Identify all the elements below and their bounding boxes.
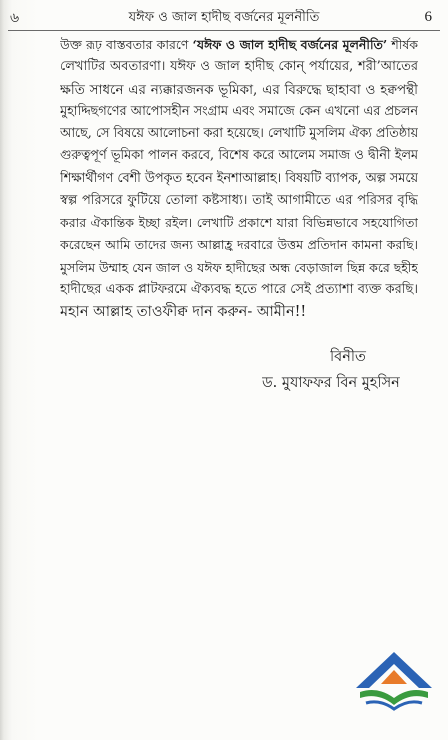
text-line-1 [60,34,418,56]
text-line-5: আছে, সে বিষয়ে আলোচনা করা হয়েছে। লেখাটি মুসলিম ঐক্য প্রতিষ্ঠায় [60,126,418,141]
text-line-4: মুহাদ্দিছগণের আপোসহীন সংগ্রাম এবং সমাজে কেন এখনো এর প্রচলন [60,103,418,119]
page-number-bengali: ৬ [10,10,20,26]
text-line-6: গুরুত্বপূর্ণ ভূমিকা পালন করবে, বিশেষ করে আলেম সমাজ ও দ্বীনী ইলম [60,148,418,164]
body-paragraph [60,34,418,323]
header-rule [8,30,440,31]
text-line-11: মুসলিম উম্মাহ যেন জাল ও যঈফ হাদীছের অন্ধ বেড়াজাল ছিন্ন করে ছহীহ [60,259,418,275]
text-line-12: হাদীছের একক প্লাটফরমে ঐক্যবদ্ধ হতে পারে সেই প্রত্যাশা ব্যক্ত করছি। [60,281,418,297]
text-line-7: শিক্ষার্থীগণ বেশী উপকৃত হবেন ইনশাআল্লাহ। বিষয়টি ব্যাপক, অল্প সময়ে [60,170,418,186]
text-line-8: স্বল্প পরিসরে ফুটিয়ে তোলা কষ্টসাধ্য। তাই আগামীতে এর পরিসর বৃদ্ধি [60,192,418,208]
text-line-10: করেছেন আমি তাদের জন্য আল্লাহ্র দরবারে উত্তম প্রতিদান কামনা করছি। [60,237,418,253]
text-line-1-start: উক্ত রূঢ় বাস্তবতার কারণে [60,37,193,52]
text-line-1-end: শীর্ষক [387,37,418,52]
text-line-3: ক্ষতি সাধনে এর ন্যক্কারজনক ভূমিকা, এর বিরুদ্ধে ছাহাবা ও হক্বপন্থী [60,81,418,98]
text-line-9: করার ঐকান্তিক ইচ্ছা রইল। লেখাটি প্রকাশে যারা বিভিন্নভাবে সহযোগিতা [60,215,418,230]
running-header-title: যঈফ ও জাল হাদীছ বর্জনের মূলনীতি [128,10,320,25]
text-line-13: মহান আল্লাহ তাওফীক্ব দান করুন- আমীন!! [60,304,307,320]
text-line-2: লেখাটির অবতারণা। যঈফ ও জাল হাদীছ কোন্ পর্যায়ের, শরী’আতের [60,59,418,75]
running-header [0,8,448,30]
signature-closing: বিনীত [330,349,366,365]
signature-author: ড. মুযাফফর বিন মুহসিন [262,375,400,391]
page-number-latin: 6 [424,9,432,25]
publisher-logo-graphic [352,648,436,714]
publisher-logo-icon [352,648,436,714]
book-title-emphasis: ‘যঈফ ও জাল হাদীছ বর্জনের মূলনীতি’ [192,37,388,52]
